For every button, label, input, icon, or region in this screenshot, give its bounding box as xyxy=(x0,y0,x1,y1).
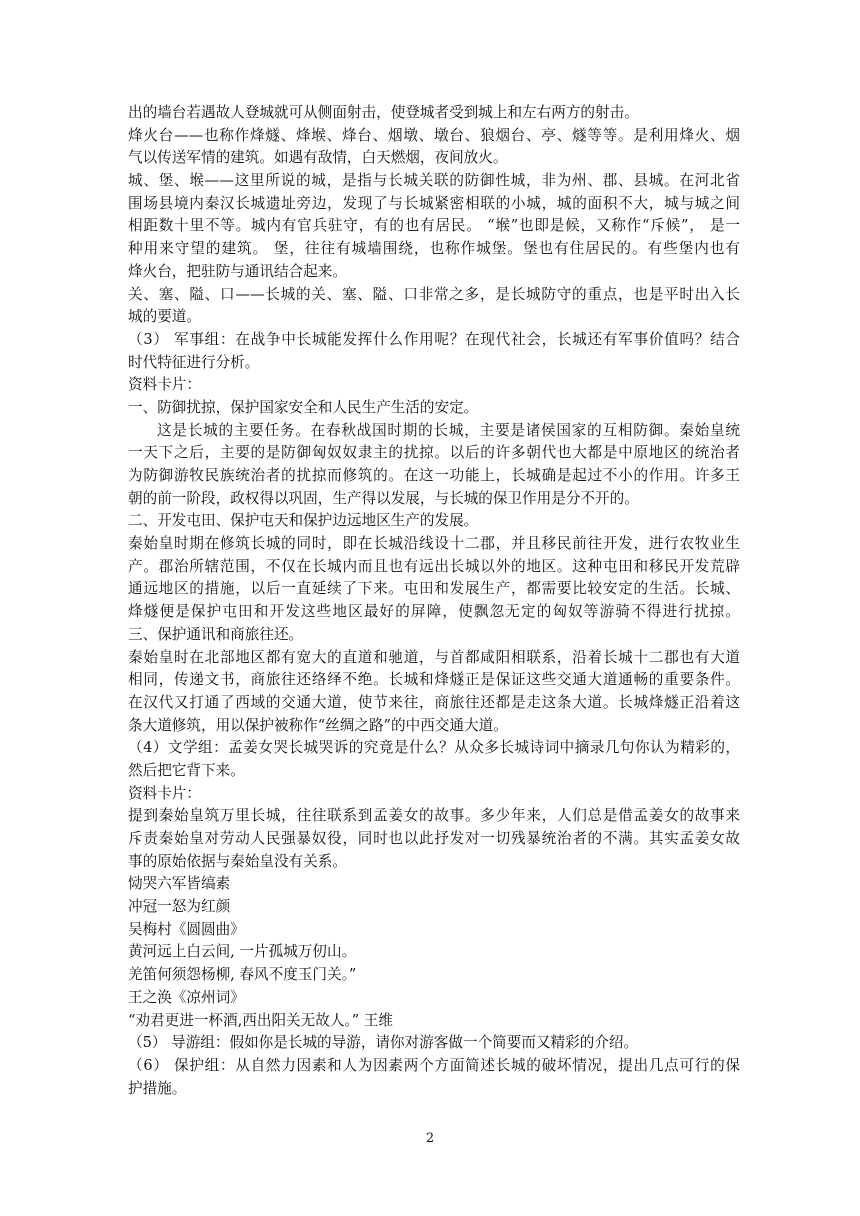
text-line: 相同，传递文书，商旅往还络绎不绝。长城和烽燧正是保证这些交通大道通畅的重要条件。 xyxy=(128,671,740,689)
text-line: 羌笛何须怨杨柳, 春风不度玉门关。” xyxy=(128,966,357,984)
text-line: 通远地区的措施，以后一直延续了下来。屯田和发展生产，都需要比较安定的生活。长城、 xyxy=(128,580,740,598)
text-line: 王之涣《凉州词》 xyxy=(128,988,245,1006)
text-line: 这是长城的主要任务。在春秋战国时期的长城，主要是诸侯国家的互相防御。秦始皇统 xyxy=(157,421,740,439)
text-line: 条大道修筑，用以保护被称作“丝绸之路”的中西交通大道。 xyxy=(128,716,508,734)
text-line: 秦始皇时期在修筑长城的同时，即在长城沿线设十二郡，并且移民前往开发，进行农牧业生 xyxy=(128,535,740,553)
text-line: （6） 保护组：从自然力因素和人为因素两个方面简述长城的破坏情况，提出几点可行的保 xyxy=(128,1056,740,1074)
text-line: 朝的前一阶段，政权得以巩固，生产得以发展，与长城的保卫作用是分不开的。 xyxy=(128,489,639,507)
text-line: 提到秦始皇筑万里长城，往往联系到孟姜女的故事。多少年来，人们总是借孟姜女的故事来 xyxy=(128,807,740,825)
text-line: 气以传送军情的建筑。如遇有敌情，白天燃烟，夜间放火。 xyxy=(128,149,508,167)
text-line: 烽火台——也称作烽燧、烽堠、烽台、烟墩、墩台、狼烟台、亭、燧等等。是利用烽火、烟 xyxy=(128,126,740,144)
text-line: 护措施。 xyxy=(128,1079,187,1097)
text-line: （5） 导游组：假如你是长城的导游，请你对游客做一个简要而又精彩的介绍。 xyxy=(128,1034,639,1052)
text-line: 秦始皇时在北部地区都有宽大的直道和驰道，与首都咸阳相联系，沿着长城十二郡也有大道 xyxy=(128,648,740,666)
text-line: 相距数十里不等。城内有官兵驻守，有的也有居民。 “堠”也即是候，又称作“斥候”， 是一 xyxy=(128,217,740,235)
text-line: （4）文学组：孟姜女哭长城哭诉的究竟是什么？从众多长城诗词中摘录几句你认为精彩的， xyxy=(128,739,740,757)
text-line: 资料卡片： xyxy=(128,784,201,802)
text-line: 一天下之后，主要的是防御匈奴奴隶主的扰掠。以后的许多朝代也大都是中原地区的统治者 xyxy=(128,444,740,462)
text-line: 一、防御扰掠，保护国家安全和人民生产生活的安定。 xyxy=(128,398,479,416)
text-line: 二、开发屯田、保护屯天和保护边远地区生产的发展。 xyxy=(128,512,479,530)
text-line: 关、塞、隘、口——长城的关、塞、隘、口非常之多，是长城防守的重点，也是平时出入长 xyxy=(128,285,740,303)
text-line: 恸哭六军皆缟素 xyxy=(128,875,231,893)
text-line: 事的原始依据与秦始皇没有关系。 xyxy=(128,852,347,870)
text-line: 在汉代又打通了西域的交通大道，使节来往，商旅往还都是走这条大道。长城烽燧正沿着这 xyxy=(128,693,740,711)
text-line: 产。郡治所辖范围，不仅在长城内而且也有远出长城以外的地区。这种屯田和移民开发荒辟 xyxy=(128,557,740,575)
text-line: “劝君更进一杯酒,西出阳关无故人。” 王维 xyxy=(128,1011,393,1029)
text-line: 斥责秦始皇对劳动人民强暴奴役，同时也以此抒发对一切残暴统治者的不满。其实孟姜女故 xyxy=(128,830,740,847)
text-line: 然后把它背下来。 xyxy=(128,761,245,779)
text-line: （3） 军事组：在战争中长城能发挥什么作用呢？在现代社会，长城还有军事价值吗？结合 xyxy=(128,330,740,348)
body-text xyxy=(128,102,740,1100)
text-line: 烽燧便是保护屯田和开发这些地区最好的屏障，使飘忽无定的匈奴等游骑不得进行扰掠。 xyxy=(128,603,740,621)
text-line: 冲冠一怒为红颜 xyxy=(128,898,231,916)
text-line: 城、堡、堠——这里所说的城，是指与长城关联的防御性城，非为州、郡、县城。在河北省 xyxy=(128,172,740,190)
text-line: 吴梅村《圆圆曲》 xyxy=(128,920,245,938)
text-line: 为防御游牧民族统治者的扰掠而修筑的。在这一功能上，长城确是起过不小的作用。许多王 xyxy=(128,467,740,484)
page-number: 2 xyxy=(425,1131,435,1146)
text-line: 资料卡片： xyxy=(128,376,201,394)
text-line: 出的墙台若遇故人登城就可从侧面射击，使登城者受到城上和左右两方的射击。 xyxy=(128,104,639,121)
text-line: 围场县境内秦汉长城遗址旁边，发现了与长城紧密相联的小城，城的面积不大，城与城之间 xyxy=(128,194,740,212)
text-line: 城的要道。 xyxy=(128,308,201,326)
text-line: 黄河远上白云间, 一片孤城万仞山。 xyxy=(128,943,357,961)
text-line: 烽火台，把驻防与通讯结合起来。 xyxy=(128,262,347,280)
text-line: 时代特征进行分析。 xyxy=(128,353,260,371)
text-line: 种用来守望的建筑。 堡，往往有城墙围绕，也称作城堡。堡也有住居民的。有些堡内也有 xyxy=(128,240,740,258)
text-line: 三、保护通讯和商旅往还。 xyxy=(128,625,304,643)
